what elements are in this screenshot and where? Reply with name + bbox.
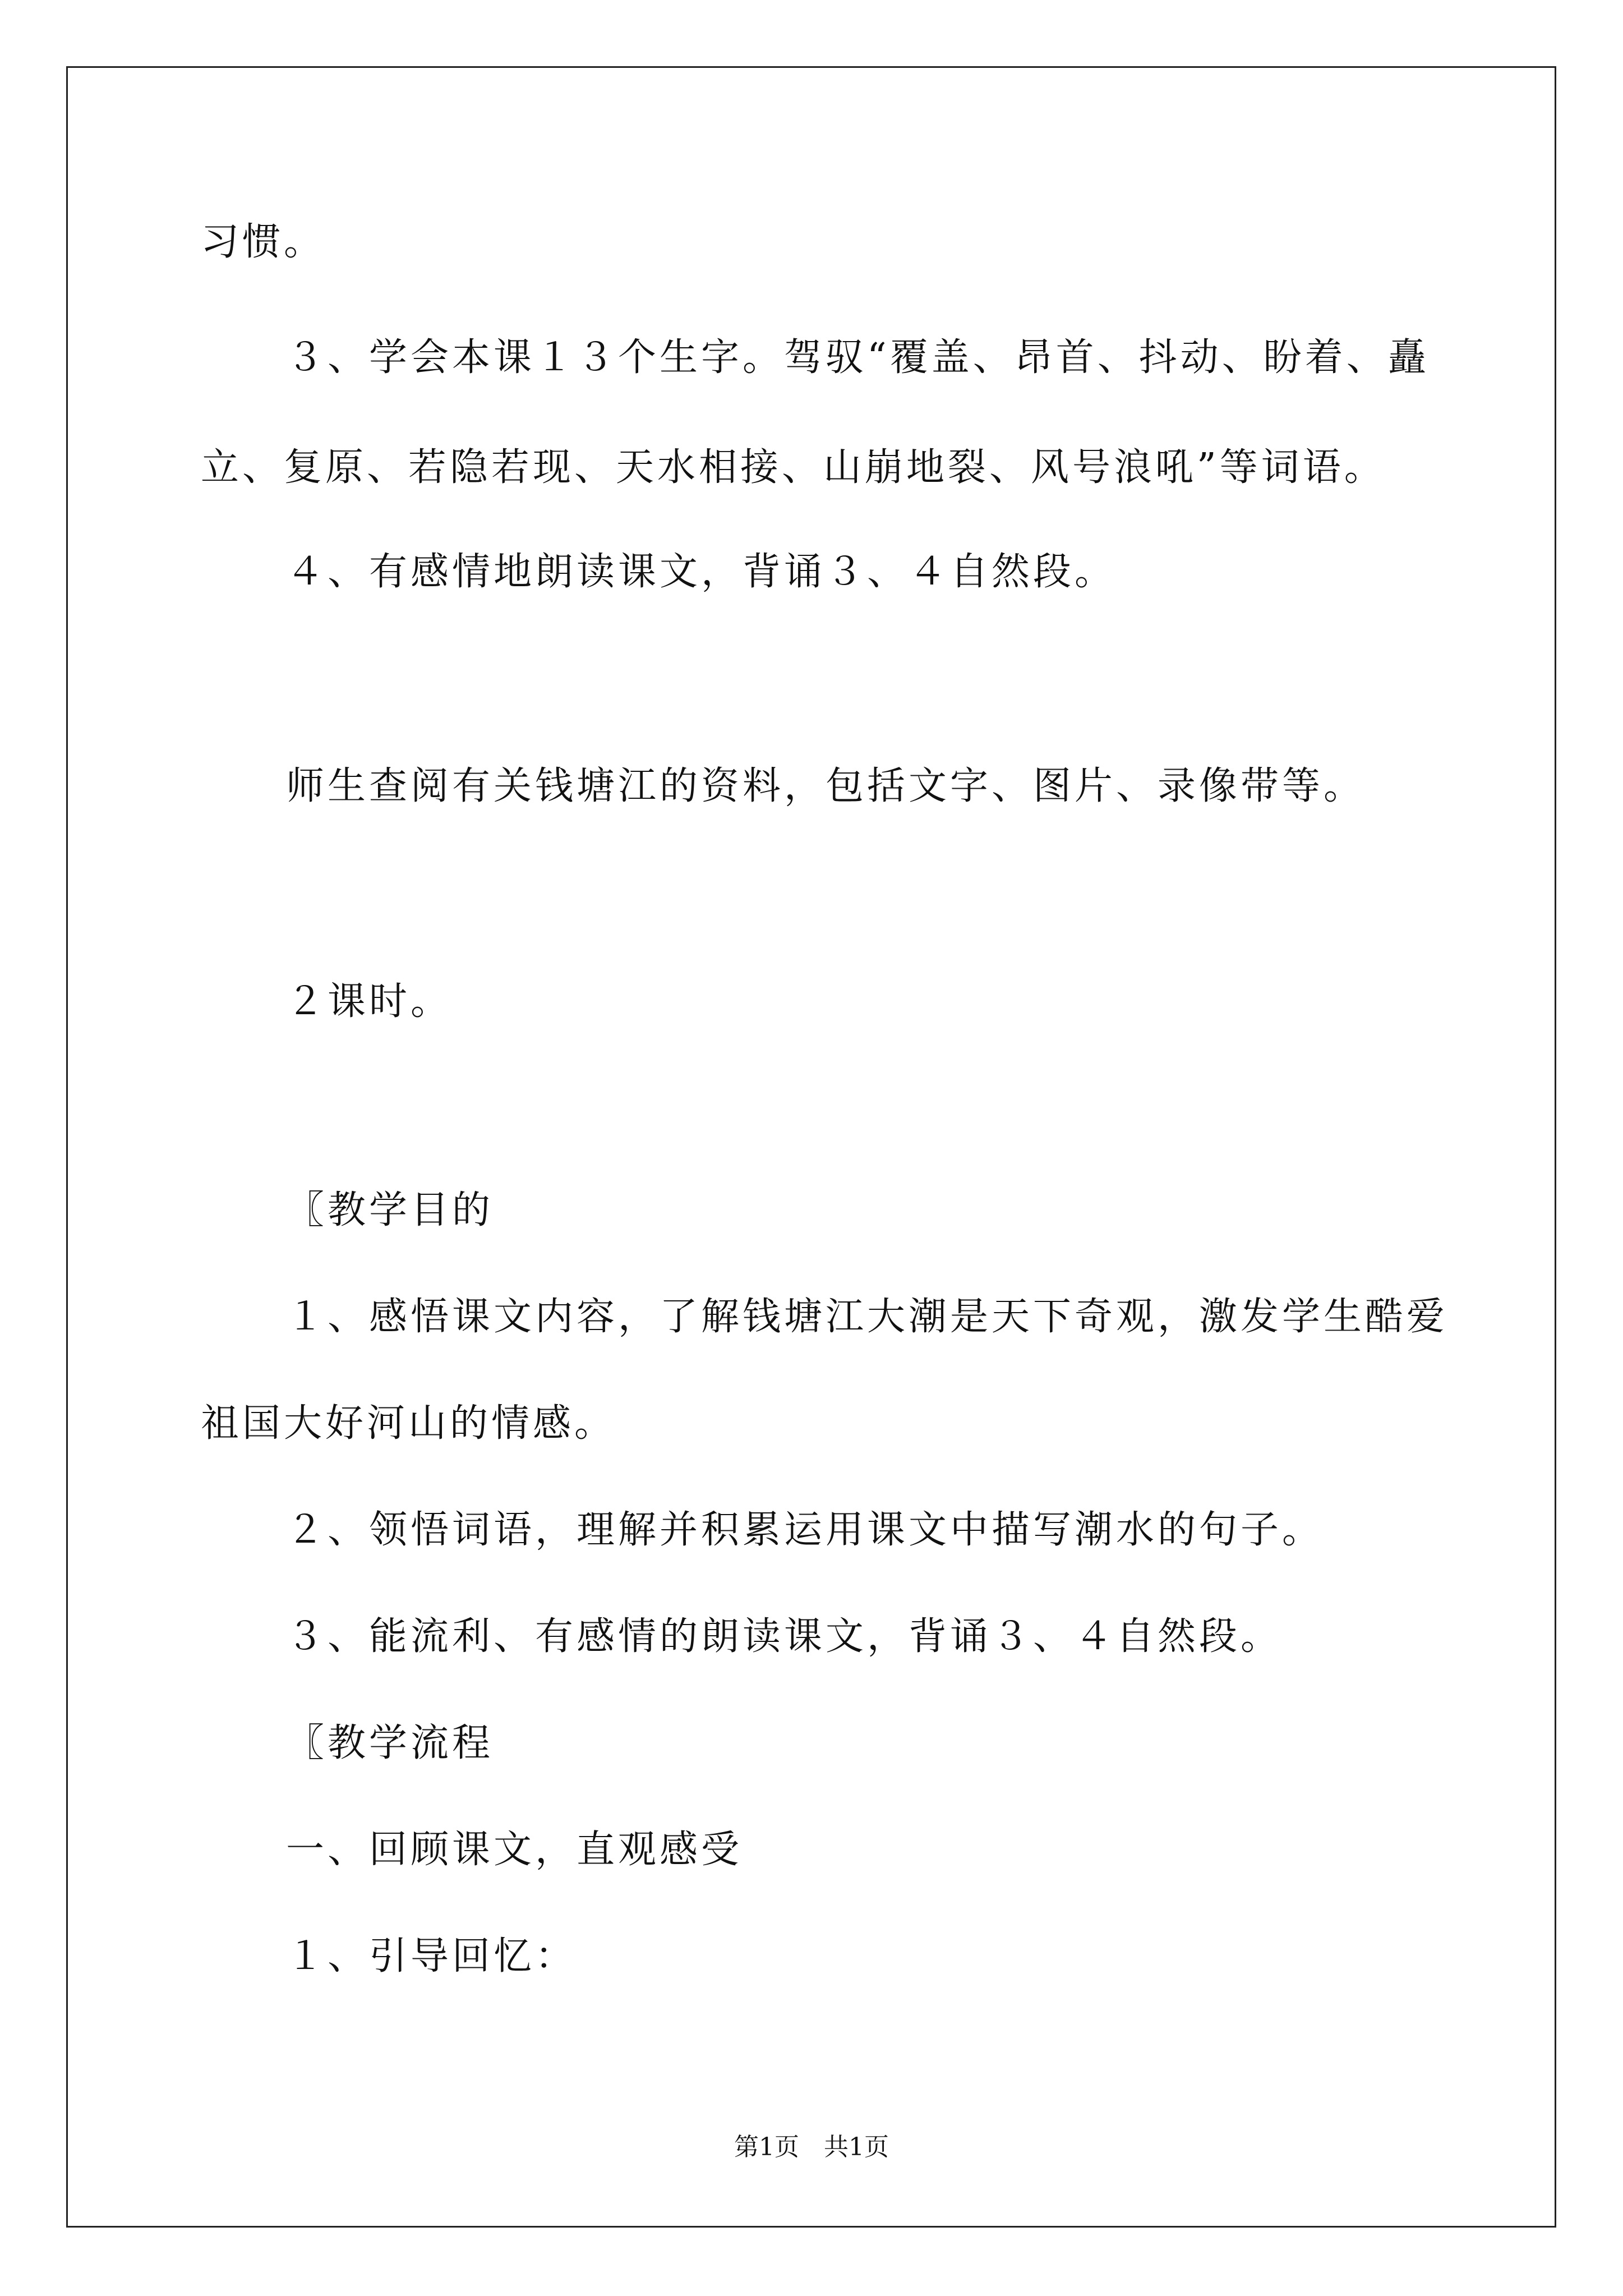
text-line-objective-3: ３、能流利、有感情的朗读课文，背诵３、４自然段。 xyxy=(286,1614,1283,1659)
text-line-habit: 习惯。 xyxy=(201,220,326,264)
page-number-footer: 第1页 共1页 xyxy=(734,2133,889,2161)
text-line-objective-2: ２、领悟词语，理解并积累运用课文中描写潮水的句子。 xyxy=(286,1508,1324,1552)
text-line-objective-1-part2: 祖国大好河山的情感。 xyxy=(201,1401,616,1446)
text-line-goal-4: ４、有感情地朗读课文，背诵３、４自然段。 xyxy=(286,550,1117,594)
text-line-goal-3-part2: 立、复原、若隐若现、天水相接、山崩地裂、风号浪吼”等词语。 xyxy=(201,445,1386,490)
text-line-objective-1-part1: １、感悟课文内容，了解钱塘江大潮是天下奇观，激发学生酷爱 xyxy=(286,1295,1449,1339)
text-line-preparation: 师生查阅有关钱塘江的资料，包括文字、图片、录像带等。 xyxy=(286,764,1366,808)
text-line-class-hours: ２课时。 xyxy=(286,979,453,1024)
text-line-goal-3-part1: ３、学会本课１３个生字。驾驭“覆盖、昂首、抖动、盼着、矗 xyxy=(286,335,1430,380)
page-border xyxy=(66,66,1556,2228)
text-line-step-one-1: １、引导回忆： xyxy=(286,1934,577,1978)
section-heading-objectives: 〖教学目的 xyxy=(286,1188,494,1232)
section-heading-process: 〖教学流程 xyxy=(286,1721,494,1765)
text-line-step-one: 一、回顾课文，直观感受 xyxy=(286,1828,743,1872)
